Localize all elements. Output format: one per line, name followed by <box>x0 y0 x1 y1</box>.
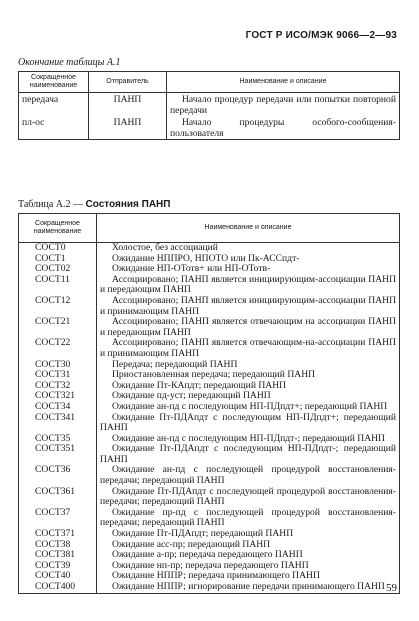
row-abbr: СОСТ351 <box>19 444 97 465</box>
row-desc: Ожидание НППР; передача принимающего ПАНП <box>97 571 400 582</box>
table-row <box>19 582 400 593</box>
row-abbr: СОСТ35 <box>19 434 97 445</box>
row-desc: Ассоциировано; ПАНП является отвечающим на ассоциации ПАНП и передающим ПАНП <box>97 317 400 338</box>
row-abbr: СОСТ31 <box>19 370 97 381</box>
row-abbr: СОСТ22 <box>19 338 97 359</box>
row-desc: Ожидание асс-пр; передающий ПАНП <box>97 540 400 551</box>
row-desc: Ожидание ан-пд с последующим НП-ПДпдт+; передающий ПАНП <box>97 402 400 413</box>
row-abbr: СОСТ02 <box>19 264 97 275</box>
row-sender: ПАНП <box>89 116 167 140</box>
row-abbr: СОСТ11 <box>19 275 97 296</box>
table1-header-abbr: Сокращенное наименование <box>19 72 89 93</box>
row-desc: Ожидание НППР; игнорирование передачи принимающего ПАНП <box>97 582 400 593</box>
table-row <box>19 296 400 317</box>
page-number: 59 <box>386 582 397 594</box>
row-abbr: СОСТ30 <box>19 360 97 371</box>
row-desc: Ожидание нп-пр; передача передающего ПАНП <box>97 561 400 572</box>
row-abbr: СОСТ40 <box>19 571 97 582</box>
table2-header-abbr: Сокращенное наименование <box>19 214 97 243</box>
row-desc: Ожидание Пт-ПДАпдт; передающий ПАНП <box>97 529 400 540</box>
row-abbr: СОСТ361 <box>19 487 97 508</box>
row-desc: Передача; передающий ПАНП <box>97 360 400 371</box>
row-abbr: СОСТ321 <box>19 391 97 402</box>
table1-header-desc: Наименование и описание <box>167 72 400 93</box>
row-desc: Ожидание ан-пд с последующей процедурой восстановления-передачи; передающий ПАНП <box>97 465 400 486</box>
table-row <box>19 465 400 486</box>
row-desc: Ожидание пр-пд с последующей процедурой восстановления-передачи; передающий ПАНП <box>97 508 400 529</box>
row-abbr: СОСТ381 <box>19 550 97 561</box>
table-a2 <box>18 213 400 594</box>
row-desc: Ожидание пд-уст; передающий ПАНП <box>97 391 400 402</box>
page-header: ГОСТ Р ИСО/МЭК 9066—2—93 <box>245 30 397 41</box>
row-desc: Ассоциировано; ПАНП является отвечающим-на-ассоциации ПАНП и принимающим ПАНП <box>97 338 400 359</box>
row-abbr: СОСТ1 <box>19 254 97 265</box>
row-abbr: СОСТ39 <box>19 561 97 572</box>
table1-header-sender: Отправитель <box>89 72 167 93</box>
row-abbr: СОСТ36 <box>19 465 97 486</box>
table-row <box>19 444 400 465</box>
table-row <box>19 317 400 338</box>
row-abbr: СОСТ37 <box>19 508 97 529</box>
row-abbr: СОСТ371 <box>19 529 97 540</box>
row-abbr: СОСТ32 <box>19 381 97 392</box>
table-row <box>19 508 400 529</box>
row-abbr: СОСТ12 <box>19 296 97 317</box>
row-desc: Ожидание Пт-ПДАпдт с последующей процедурой восстановления-передачи; передающий ПАНП <box>97 487 400 508</box>
row-desc: Ожидание ан-пд с последующим НП-ПДпдт-; передающий ПАНП <box>97 434 400 445</box>
row-desc: Ожидание а-пр; передача передающего ПАНП <box>97 550 400 561</box>
table1-caption: Окончание таблицы А.1 <box>18 57 121 68</box>
table-row <box>19 338 400 359</box>
row-desc: Начало процедур передачи или попытки повторной передачи <box>167 93 400 117</box>
row-abbr: СОСТ0 <box>19 243 97 254</box>
row-abbr: СОСТ400 <box>19 582 97 593</box>
row-desc: Ожидание Пт-ПДАпдт с последующим НП-ПДпдт+; передающий ПАНП <box>97 413 400 434</box>
table2-header-desc: Наименование и описание <box>97 214 400 243</box>
row-desc: Ассоциировано; ПАНП является инициирующим-ассоциации ПАНП и принимающим ПАНП <box>97 296 400 317</box>
table-a1 <box>18 71 400 140</box>
row-desc: Ожидание Пт-ПДАпдт с последующим НП-ПДпдт-; передающий ПАНП <box>97 444 400 465</box>
row-abbr: СОСТ341 <box>19 413 97 434</box>
table-row <box>19 116 400 140</box>
row-desc: Холостое, без ассоциаций <box>97 243 400 254</box>
row-sender: ПАНП <box>89 93 167 117</box>
table-row <box>19 487 400 508</box>
table2-caption-title: Состояния ПАНП <box>85 199 171 210</box>
table-row <box>19 243 400 254</box>
row-desc: Ожидание Пт-КАпдт; передающий ПАНП <box>97 381 400 392</box>
row-desc: Приостановленная передача; передающий ПАНП <box>97 370 400 381</box>
row-abbr: передача <box>19 93 89 117</box>
row-abbr: СОСТ38 <box>19 540 97 551</box>
table2-caption-prefix: Таблица А.2 — <box>18 199 83 210</box>
table-row <box>19 402 400 413</box>
table2-caption <box>18 199 170 210</box>
row-abbr: пл-ос <box>19 116 89 140</box>
table-row <box>19 275 400 296</box>
row-desc: Ожидание НППРО, НПОТО или Пк-АССпдт- <box>97 254 400 265</box>
row-desc: Начало процедуры особого-сообщения-пользователя <box>167 116 400 140</box>
table-row <box>19 413 400 434</box>
table-row <box>19 93 400 117</box>
row-desc: Ожидание НП-ОТотв+ или НП-ОТотв- <box>97 264 400 275</box>
row-abbr: СОСТ34 <box>19 402 97 413</box>
row-desc: Ассоциировано; ПАНП является инициирующим-ассоциации ПАНП и передающим ПАНП <box>97 275 400 296</box>
row-abbr: СОСТ21 <box>19 317 97 338</box>
